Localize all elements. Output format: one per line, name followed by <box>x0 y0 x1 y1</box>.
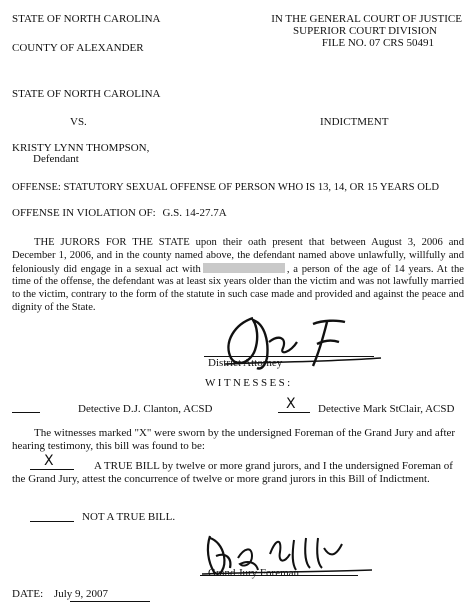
not-true-bill-text: NOT A TRUE BILL. <box>82 511 176 523</box>
caption-defendant-name: KRISTY LYNN THOMPSON, <box>12 142 150 154</box>
witness-2-name: Detective Mark StClair, ACSD <box>318 403 455 415</box>
witness-2-mark: X <box>286 396 296 412</box>
witness-1-name: Detective D.J. Clanton, ACSD <box>78 403 213 415</box>
witness-1-mark-line <box>12 412 40 413</box>
indictment-body <box>12 237 464 315</box>
caption-defendant-label: Defendant <box>33 153 79 165</box>
true-bill-text: A TRUE BILL by twelve or more grand jurors, and I the undersigned Foreman of the Grand Jury, attest the concurrence of twelve or more grand jurors in this Bill of Indictment. <box>12 460 453 485</box>
witness-2-mark-line <box>278 412 310 413</box>
true-bill-mark: X <box>44 453 54 469</box>
date-row <box>12 588 108 601</box>
header-court-line-1: IN THE GENERAL COURT OF JUSTICE <box>271 13 462 25</box>
offense-violation-statute: G.S. 14-27.7A <box>162 207 227 219</box>
grand-jury-foreman-label: Grand Jury Foreman <box>208 567 300 579</box>
district-attorney-label: District Attorney <box>208 357 283 369</box>
header-state: STATE OF NORTH CAROLINA <box>12 13 161 25</box>
caption-vs: VS. <box>70 116 87 128</box>
witnesses-sworn-text: The witnesses marked "X" were sworn by the undersigned Foreman of the Grand Jury and after hearing testimony, this bill was found to be: <box>12 427 456 452</box>
date-underline <box>70 601 150 602</box>
indictment-body-part-1: THE JURORS FOR THE STATE upon their oath present that between August 3, 2006 and December 1, 2006, and in the county named above, the defendant named above unlawfully, willfully and feloniously did engage in a sexual act with <box>12 237 464 275</box>
header-county: COUNTY OF ALEXANDER <box>12 42 144 54</box>
offense-line: OFFENSE: STATUTORY SEXUAL OFFENSE OF PERSON WHO IS 13, 14, OR 15 YEARS OLD <box>12 182 439 193</box>
offense-violation <box>12 207 227 220</box>
redaction-block <box>203 263 285 273</box>
indictment-body-part-2: , a person of the age of 14 years. At the time of the offense, the defendant was at least six years older than the victim and was not lawfully married to the victim, contrary to the form of the statute in such case made and provided and against the peace and dignity of the State. <box>12 263 464 313</box>
date-label: DATE: <box>12 588 44 600</box>
not-true-bill-mark-line <box>30 521 74 522</box>
caption-plaintiff: STATE OF NORTH CAROLINA <box>12 88 161 100</box>
header-court-line-2: SUPERIOR COURT DIVISION <box>293 25 437 37</box>
witnesses-heading: WITNESSES: <box>205 377 293 389</box>
header-file-number: FILE NO. 07 CRS 50491 <box>321 37 434 49</box>
date-value: July 9, 2007 <box>53 588 109 600</box>
document-title: INDICTMENT <box>320 116 389 128</box>
offense-violation-label: OFFENSE IN VIOLATION OF: <box>12 207 156 219</box>
